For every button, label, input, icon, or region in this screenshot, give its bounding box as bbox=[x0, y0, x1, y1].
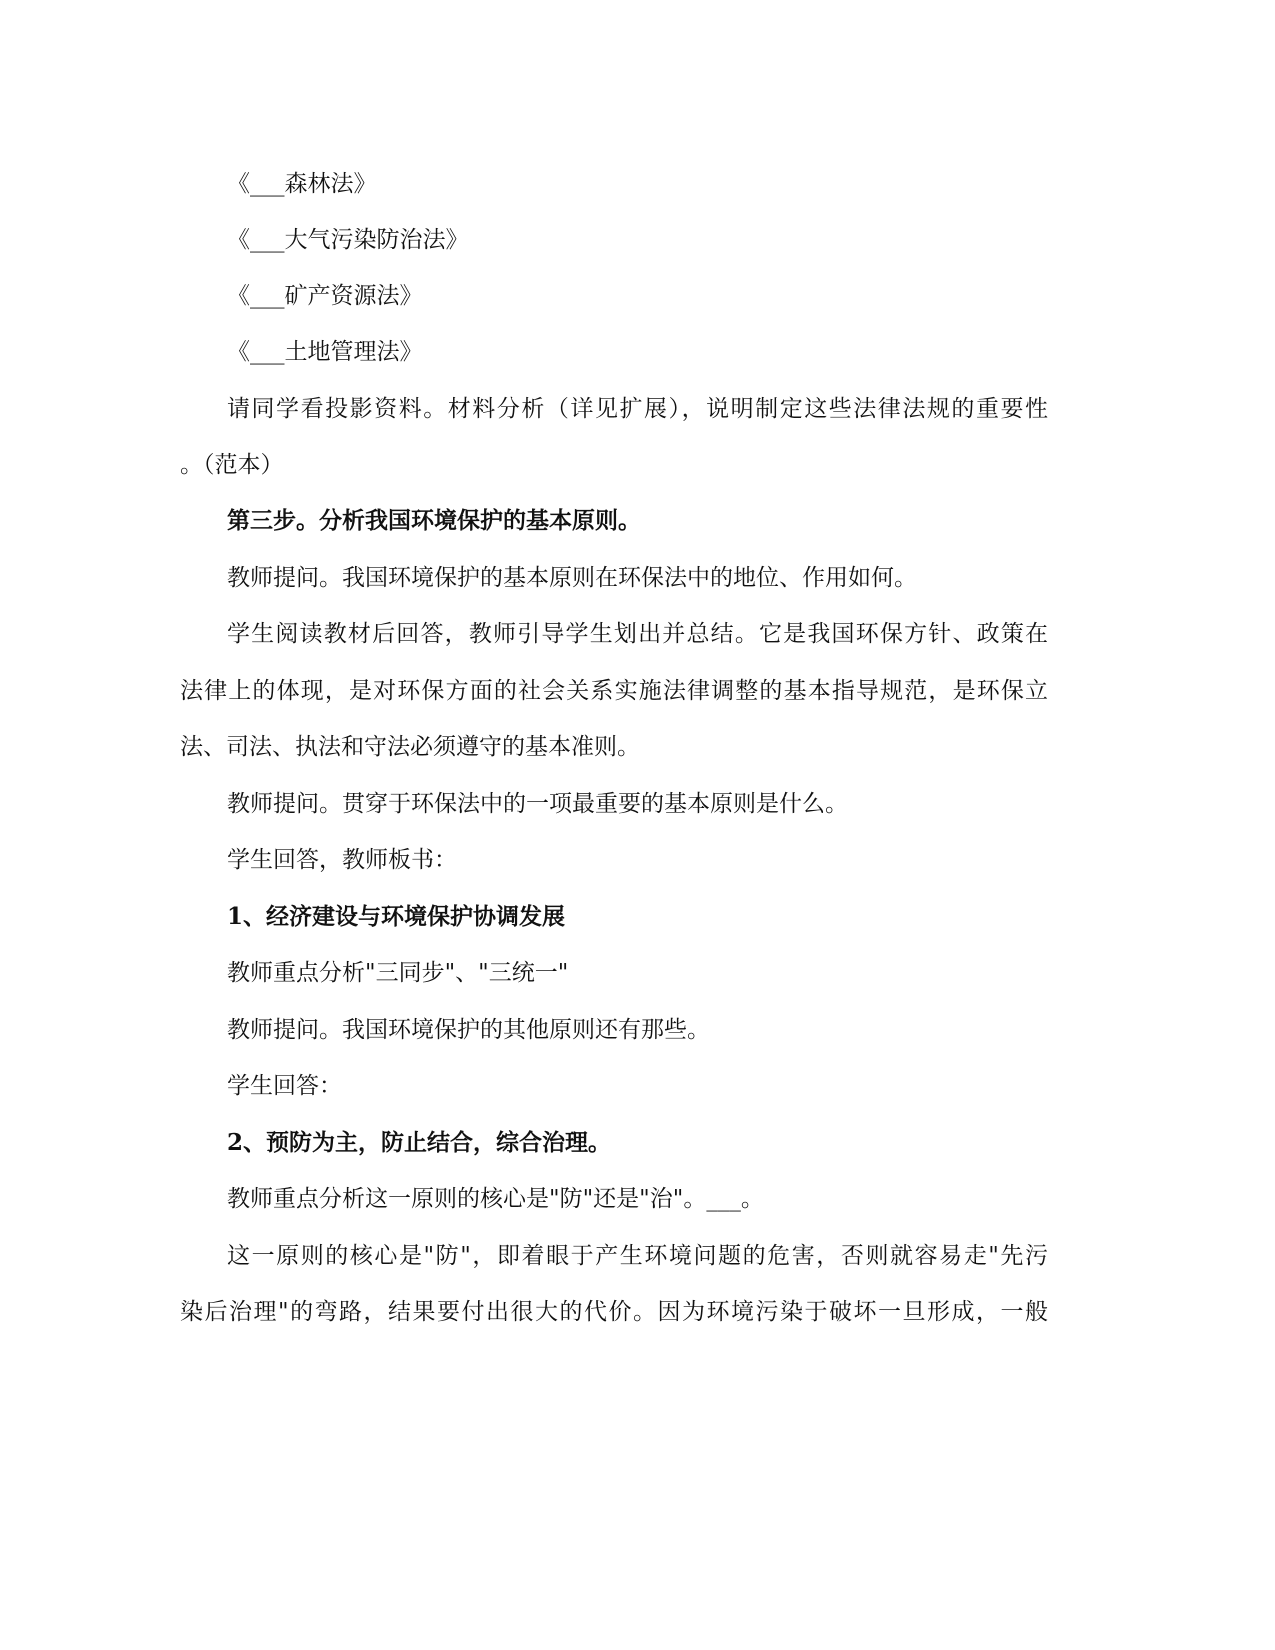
teacher-question-2: 教师提问。贯穿于环保法中的一项最重要的基本原则是什么。 bbox=[227, 791, 848, 817]
paragraph-material-analysis-line1: 请同学看投影资料。材料分析（详见扩展），说明制定这些法律法规的重要性 bbox=[227, 396, 1048, 422]
law-mineral-resources: 《___矿产资源法》 bbox=[227, 283, 423, 309]
student-answer-1-line2: 法律上的体现，是对环保方面的社会关系实施法律调整的基本指导规范，是环保立 bbox=[180, 678, 1048, 704]
law-forest: 《___森林法》 bbox=[227, 171, 377, 197]
teacher-analysis-2: 教师重点分析这一原则的核心是"防"还是"治"。___。 bbox=[227, 1186, 764, 1212]
core-explanation-line1: 这一原则的核心是"防"，即着眼于产生环境问题的危害，否则就容易走"先污 bbox=[227, 1243, 1048, 1269]
teacher-question-3: 教师提问。我国环境保护的其他原则还有那些。 bbox=[227, 1017, 710, 1043]
core-explanation-line2: 染后治理"的弯路，结果要付出很大的代价。因为环境污染于破坏一旦形成，一般 bbox=[180, 1299, 1048, 1325]
teacher-analysis-1: 教师重点分析"三同步"、"三统一" bbox=[227, 960, 569, 986]
step-three-heading: 第三步。分析我国环境保护的基本原则。 bbox=[227, 507, 641, 534]
principle-1-heading: 1、经济建设与环境保护协调发展 bbox=[227, 903, 566, 930]
teacher-question-1: 教师提问。我国环境保护的基本原则在环保法中的地位、作用如何。 bbox=[227, 565, 917, 591]
paragraph-material-analysis-line2: 。（范本） bbox=[180, 452, 284, 478]
student-answer-1-line3: 法、司法、执法和守法必须遵守的基本准则。 bbox=[180, 734, 640, 760]
principle-2-heading: 2、预防为主，防止结合，综合治理。 bbox=[227, 1129, 612, 1156]
student-answer-1-line1: 学生阅读教材后回答，教师引导学生划出并总结。它是我国环保方针、政策在 bbox=[227, 621, 1048, 647]
law-land-management: 《___土地管理法》 bbox=[227, 339, 423, 365]
student-answer-3: 学生回答： bbox=[227, 1073, 342, 1099]
law-air-pollution: 《___大气污染防治法》 bbox=[227, 227, 469, 253]
student-answer-2: 学生回答，教师板书： bbox=[227, 847, 457, 873]
